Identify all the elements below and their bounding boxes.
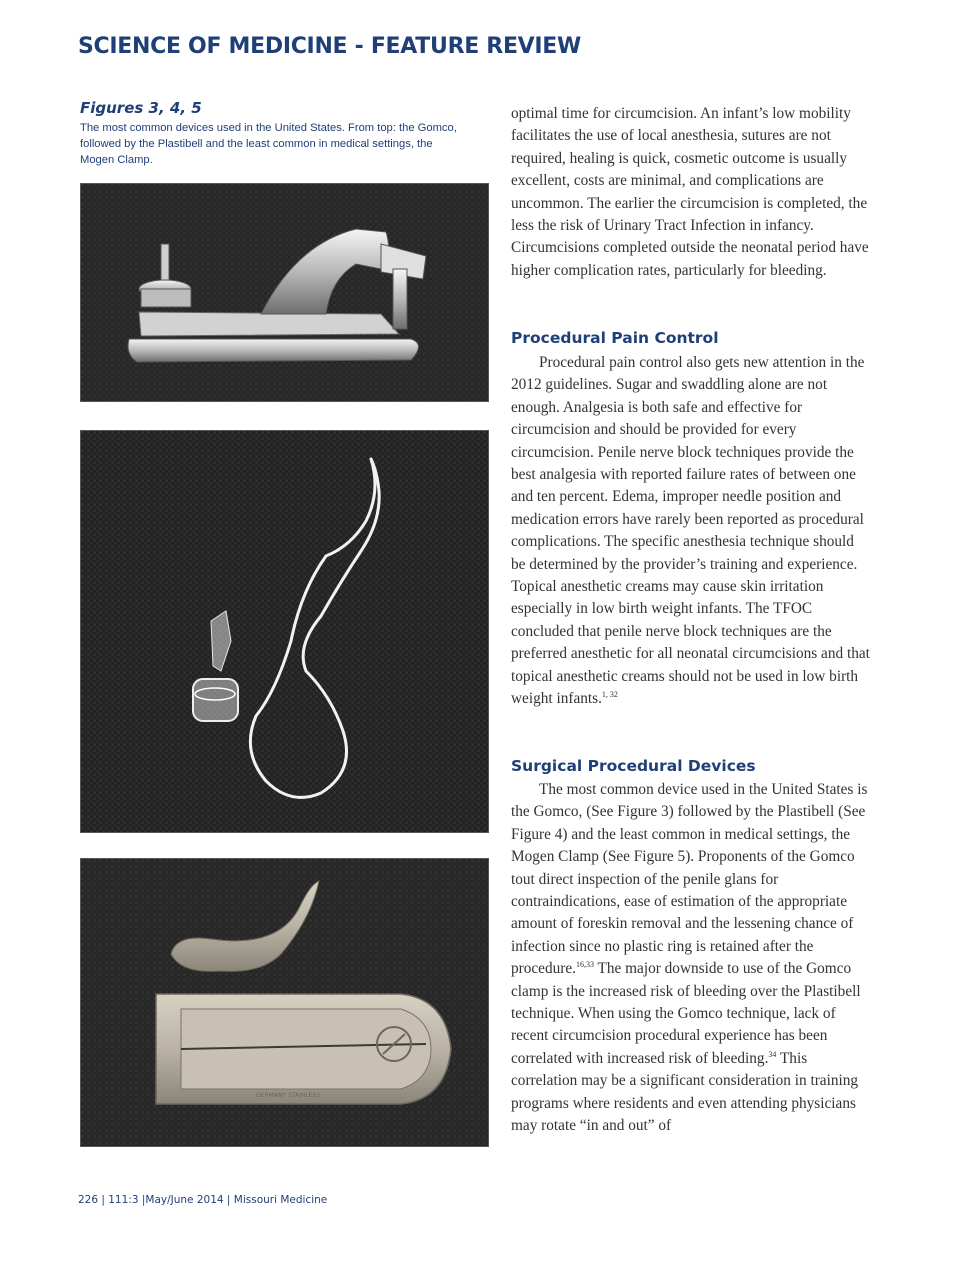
surgical-devices-paragraph bbox=[511, 779, 871, 1138]
devices-text-b: The major downside to use of the Gomco clamp is the increased risk of bleeding over the Plastibell technique. When using the Gomco technique, lack of recent circumcision procedural experience has been correlated with increased risk of bleeding. bbox=[511, 960, 861, 1067]
figure-caption: The most common devices used in the United States. From top: the Gomco, followed by the Plastibell and the least common in medical settings, the Mogen Clamp. bbox=[80, 122, 457, 166]
engraving-text: GERMANY STAINLESS bbox=[256, 1092, 321, 1099]
pain-control-text: Procedural pain control also gets new attention in the 2012 guidelines. Sugar and swaddling alone are not enough. Analgesia is both safe and effective for circumcision and should be provided for every circumcision. Penile nerve block techniques provide the best analgesia with reported failure rates of between one and ten percent. Edema, improper needle position and medication errors have rarely been reported as procedural complications. The specific anesthesia technique should be determined by the provider’s training and experience. Topical anesthetic creams may cause skin irritation especially in low birth weight infants. The TFOC concluded that penile nerve block techniques are the preferred anesthetic for all neonatal circumcisions and that topical anesthetic creams should not be used in low birth weight infants. bbox=[511, 354, 870, 708]
figure-title: Figures 3, 4, 5 bbox=[80, 99, 202, 117]
section-heading-pain-control: Procedural Pain Control bbox=[511, 329, 719, 347]
citation: 16,33 bbox=[575, 960, 594, 970]
mogen-clamp-photo bbox=[80, 858, 489, 1147]
gomco-clamp-photo bbox=[80, 183, 489, 402]
page-footer: 226 | 111:3 |May/June 2014 | Missouri Medicine bbox=[78, 1194, 328, 1206]
journal-header: SCIENCE OF MEDICINE - FEATURE REVIEW bbox=[78, 34, 581, 59]
pain-control-paragraph bbox=[511, 352, 871, 711]
citation: 1, 32 bbox=[601, 690, 618, 699]
citation: 34 bbox=[768, 1049, 777, 1059]
plastibell-photo bbox=[80, 430, 489, 833]
devices-text-a: The most common device used in the United States is the Gomco, (See Figure 3) followed by the Plastibell (See Figure 4) and the least common in medical settings, the Mogen Clamp (See Figure 5). Proponents of the Gomco tout direct inspection of the penile glans for contraindications, ease of estimation of the appropriate amount of foreskin removal and the lessening chance of infection since no plastic ring is retained after the procedure. bbox=[511, 781, 868, 978]
intro-text: optimal time for circumcision. An infant’s low mobility facilitates the use of local anesthesia, sutures are not required, healing is quick, cosmetic outcome is usually excellent, costs are minimal, and complications are uncommon. The earlier the circumcision is completed, the less the risk of Urinary Tract Infection in infancy. Circumcisions completed outside the neonatal period have higher complication rates, particularly for bleeding. bbox=[511, 105, 869, 279]
devices-text-c: This correlation may be a significant consideration in training programs where residents and even attending physicians may rotate “in and out” of bbox=[511, 1049, 859, 1135]
section-heading-surgical-devices: Surgical Procedural Devices bbox=[511, 757, 756, 775]
intro-paragraph bbox=[511, 103, 871, 282]
